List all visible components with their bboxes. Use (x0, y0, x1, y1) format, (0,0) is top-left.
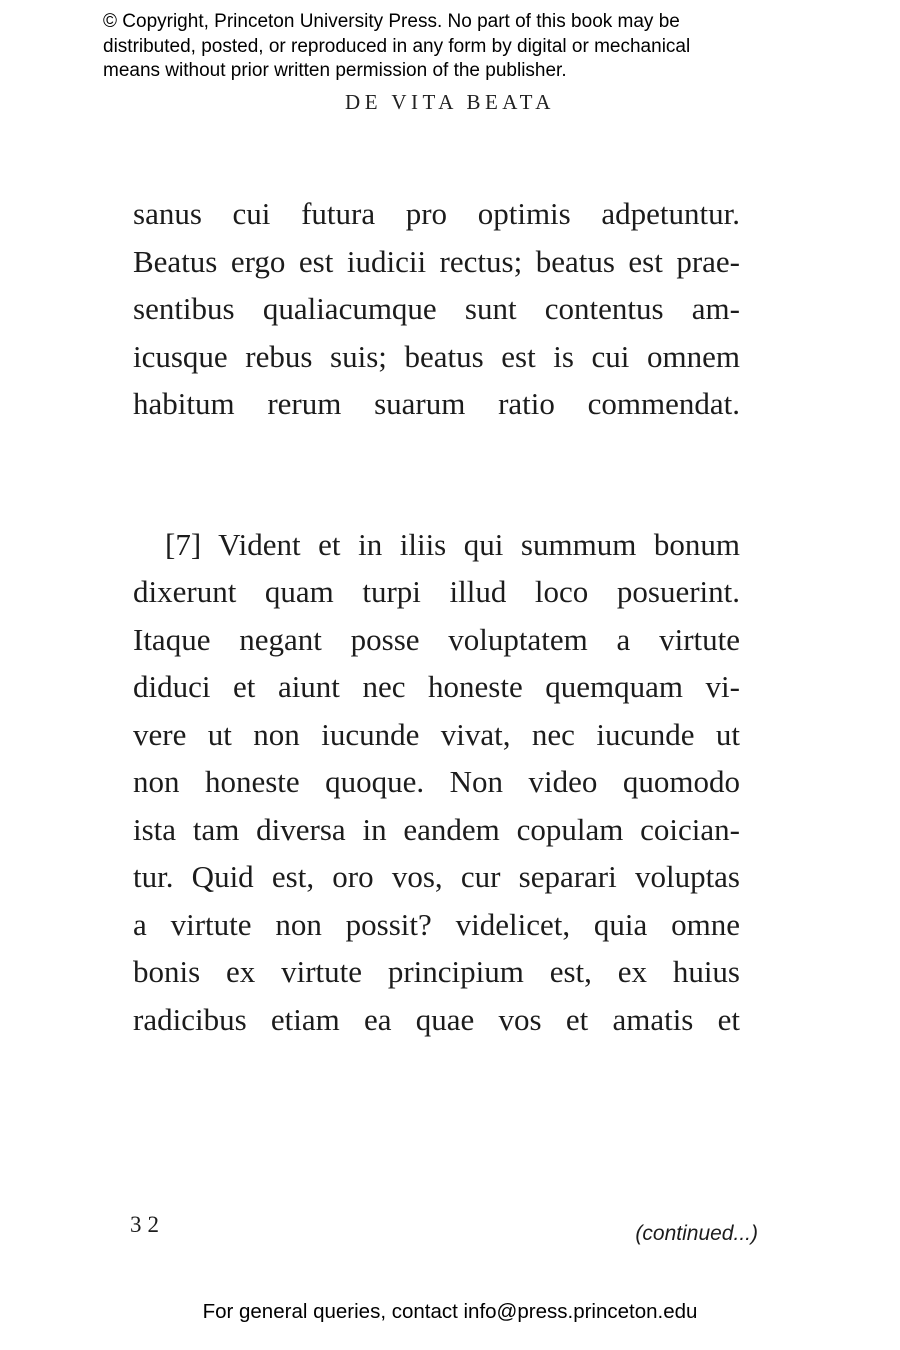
running-head-title: DE VITA BEATA (345, 90, 555, 114)
continued-marker: (continued...) (635, 1222, 758, 1245)
text-line: habitum rerum suarum ratio commendat. (133, 386, 740, 421)
page-number: 32 (130, 1212, 165, 1237)
text-line: Itaque negant posse voluptatem a virtute (133, 621, 740, 657)
text-line: dixerunt quam turpi illud loco posuerint. (133, 574, 740, 609)
text-line: radicibus etiam ea quae vos et amatis et (133, 1001, 740, 1037)
text-line: bonis ex virtute principium est, ex huius (133, 954, 740, 989)
text-line: [7] Vident et in iliis qui summum bonum (165, 526, 740, 562)
text-line: a virtute non possit? videlicet, quia omne (133, 906, 740, 942)
copyright-notice (103, 10, 813, 84)
text-line: non honeste quoque. Non video quomodo (133, 764, 740, 799)
text-line: distributed, posted, or reproduced in any form by digital or mechanical (103, 35, 691, 57)
footer-contact-line: For general queries, contact info@press.princeton.edu (202, 1300, 698, 1323)
text-line: vere ut non iucunde vivat, nec iucunde ut (133, 716, 740, 752)
text-line: ista tam diversa in eandem copulam coician- (133, 811, 740, 847)
text-line: Beatus ergo est iudicii rectus; beatus est prae- (133, 243, 740, 279)
text-line: © Copyright, Princeton University Press. No part of this book may be (103, 11, 680, 32)
text-line: diduci et aiunt nec honeste quemquam vi- (133, 669, 740, 704)
paragraph-2 (133, 521, 740, 1044)
text-line: means without prior written permission of the publisher. (103, 60, 567, 81)
text-line: sanus cui futura pro optimis adpetuntur. (133, 196, 740, 231)
paragraph-1 (133, 190, 740, 428)
text-line: sentibus qualiacumque sunt contentus am- (133, 291, 740, 326)
text-line: icusque rebus suis; beatus est is cui omnem (133, 338, 740, 374)
text-line: tur. Quid est, oro vos, cur separari voluptas (133, 859, 740, 894)
page-body-text (133, 190, 740, 1043)
